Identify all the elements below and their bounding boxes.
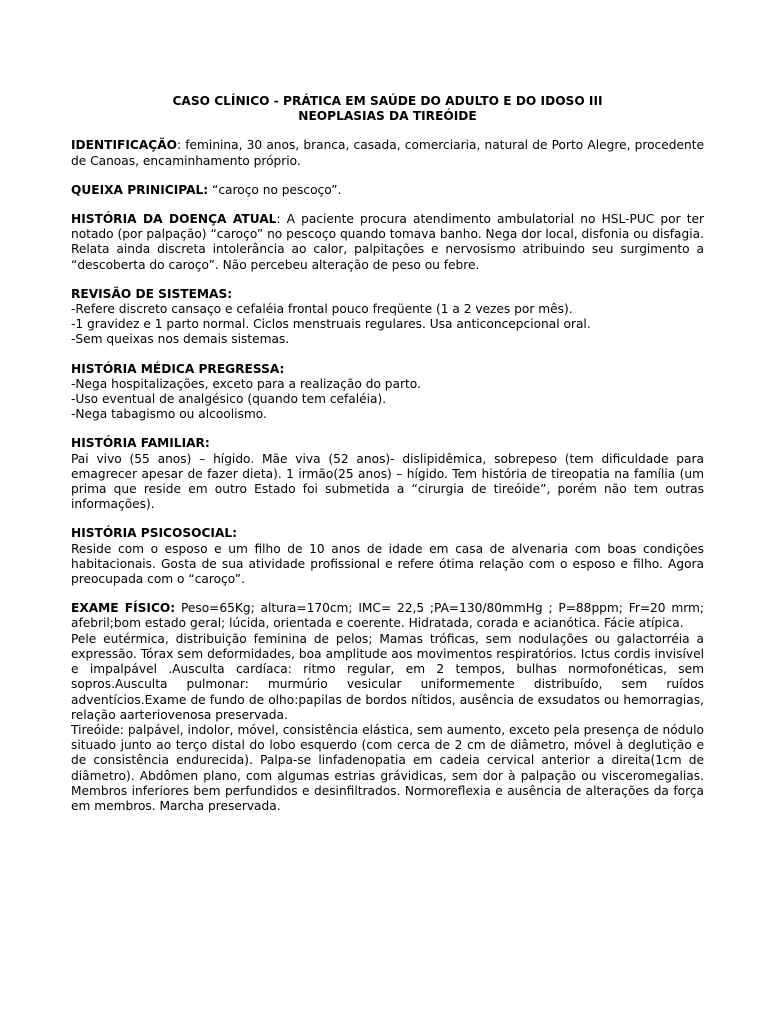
section-identificacao	[71, 138, 704, 168]
exame-paragraph-3: Tireóide: palpável, indolor, móvel, consistência elástica, sem aumento, exceto pela presença de nódulo situado junto ao terço distal do lobo esquerdo (com cerca de 2 cm de diâmetro, móvel à deglutição e de consistência endurecida). Palpa-se linfadenopatia em cadeia cervical anterior a direita(1cm de diâmetro). Abdômen plano, com algumas estrias grávidicas, sem dor à palpação ou visceromegalias. Membros inferiores bem perfundidos e desinfiltrados. Normoreflexia e ausência de alterações da força em membros. Marcha preservada.	[71, 722, 704, 813]
section-psicossocial	[71, 526, 704, 587]
revisao-line: -1 gravidez e 1 parto normal. Ciclos menstruais regulares. Usa anticoncepcional oral.	[71, 317, 591, 332]
psicossocial-text: Reside com o esposo e um filho de 10 anos de idade em casa de alvenaria com boas condições habitacionais. Gosta de sua atividade profissional e refere ótima relação com o esposo e filho. Agora preocupada com o “caroço”.	[71, 541, 704, 587]
hmp-line: -Nega tabagismo ou alcoolismo.	[71, 407, 267, 422]
exame-paragraph-2: Pele eutérmica, distribuição feminina de pelos; Mamas tróficas, sem nodulações ou galactorréia a expressão. Tórax sem deformidades, boa amplitude aos movimentos respiratórios. Ictus cordis invisível e impalpável .Ausculta cardíaca: ritmo regular, em 2 tempos, bulhas normofonéticas, sem sopros.Ausculta pulmonar: murmúrio vesicular uniformemente distribuído, sem ruídos adventícios.Exame de fundo de olho:papilas de bordos nítidos, ausência de exsudatos ou hemorragias, relação aarteriovenosa preservada.	[71, 631, 704, 722]
revisao-line: -Sem queixas nos demais sistemas.	[71, 332, 290, 347]
queixa-heading: QUEIXA PRINICIPAL:	[71, 182, 209, 197]
identificacao-text: : feminina, 30 anos, branca, casada, comerciaria, natural de Porto Alegre, procedente de Canoas, encaminhamento próprio.	[71, 138, 704, 168]
section-hda	[71, 212, 704, 273]
hmp-line: -Uso eventual de analgésico (quando tem cefaléia).	[71, 392, 387, 407]
document-subtitle: NEOPLASIAS DA TIREÓIDE	[298, 109, 477, 124]
familiar-heading: HISTÓRIA FAMILIAR:	[71, 436, 210, 451]
familiar-text: Pai vivo (55 anos) – hígido. Mãe viva (52 anos)- dislipidêmica, sobrepeso (tem dificuldade para emagrecer apesar de fazer dieta). 1 irmão(25 anos) – hígido. Tem história de tireopatia na família (um prima que reside em outro Estado foi submetida a “cirurgia de tireóide”, porém não tem outras informações).	[71, 451, 704, 512]
revisao-heading: REVISÃO DE SISTEMAS:	[71, 286, 233, 301]
section-hmp	[71, 362, 704, 423]
section-queixa	[71, 183, 704, 198]
section-revisao	[71, 287, 704, 348]
hmp-line: -Nega hospitalizações, exceto para a realização do parto.	[71, 376, 421, 391]
document-title: CASO CLÍNICO - PRÁTICA EM SAÚDE DO ADULTO E DO IDOSO III	[172, 94, 603, 108]
identificacao-heading: IDENTIFICAÇÃO	[71, 138, 177, 153]
hmp-heading: HISTÓRIA MÉDICA PREGRESSA:	[71, 361, 285, 376]
exame-text-1: Peso=65Kg; altura=170cm; IMC= 22,5 ;PA=130/80mmHg ; P=88ppm; Fr=20 mrm; afebril;bom estado geral; lúcida, orientada e coerente. Hidratada, corada e acianótica. Fácie atípica.	[71, 601, 705, 631]
psicossocial-heading: HISTÓRIA PSICOSOCIAL:	[71, 526, 238, 541]
exame-paragraph-1	[71, 601, 704, 631]
exame-heading: EXAME FÍSICO:	[71, 601, 176, 616]
hda-text: : A paciente procura atendimento ambulatorial no HSL-PUC por ter notado (por palpação) “caroço” no pescoço quando tomava banho. Nega dor local, disfonia ou disfagia. Relata ainda discreta intolerância ao calor, palpitações e nervosismo atribuindo seu surgimento a “descoberta do caroço”. Não percebeu alteração de peso ou febre.	[71, 212, 704, 272]
section-exame	[71, 601, 704, 814]
revisao-line: -Refere discreto cansaço e cefaléia frontal pouco freqüente (1 a 2 vezes por mês).	[71, 302, 573, 317]
hda-heading: HISTÓRIA DA DOENÇA ATUAL	[71, 212, 277, 227]
document-page	[71, 94, 704, 814]
section-familiar	[71, 436, 704, 512]
queixa-text: “caroço no pescoço”.	[208, 182, 342, 197]
